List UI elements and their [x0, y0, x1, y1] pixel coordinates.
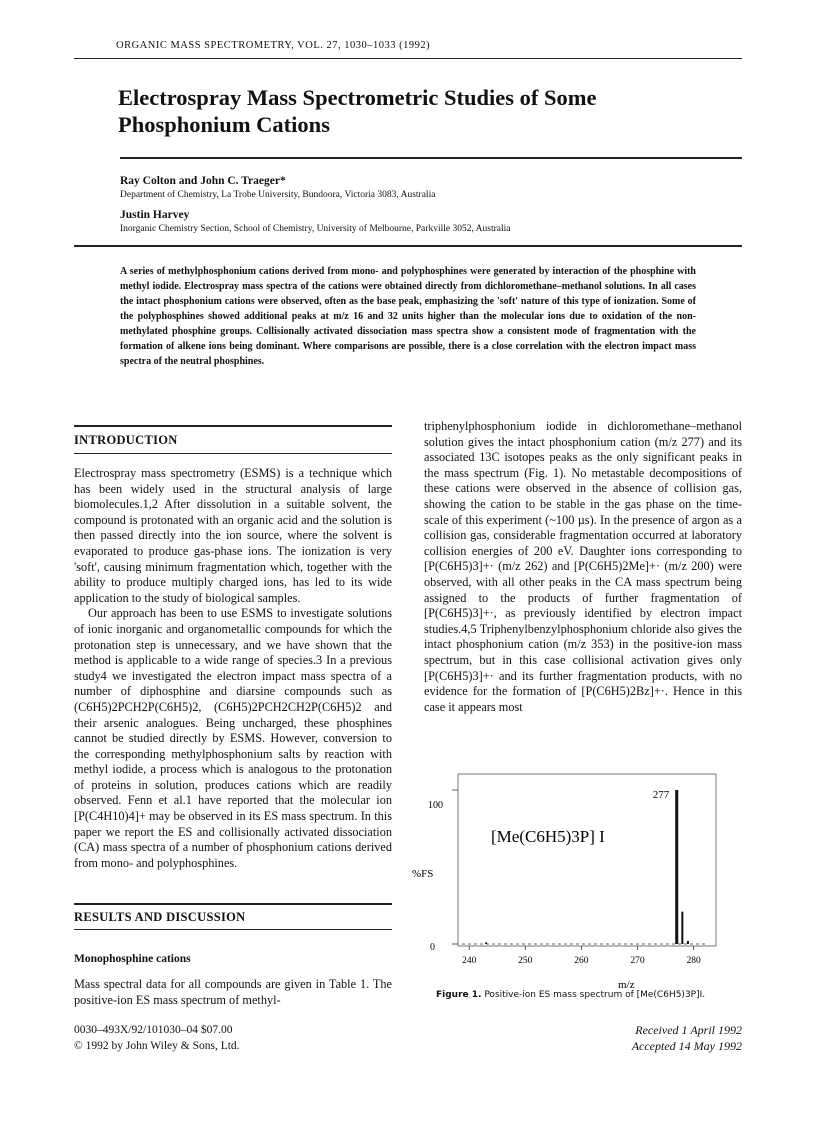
- peak-label-277: 277: [652, 789, 670, 801]
- caption-text: Positive-ion ES mass spectrum of [Me(C6H5)3P]I.: [484, 990, 706, 1000]
- results-heading: RESULTS AND DISCUSSION: [74, 910, 246, 924]
- right-column-text: triphenylphosphonium iodide in dichloromethane–methanol solution gives the intact phosphonium cation (m/z 277) and its associated 13C isotopes peaks as the only significant peaks in the mass spectrum (Fig. 1). No metastable decompositions of these cations were observed in the absence of collision gas, showing the cation to be stable in the gas phase on the time-scale of this experiment (~100 µs). In the presence of argon as a collision gas, considerable fragmentation occurred at laboratory collision energies of 200 eV. Daughter ions corresponding to [P(C6H5)3]+· (m/z 262) and [P(C6H5)2Me]+· (m/z 200) were observed, with all other peaks in the CA mass spectrum being assigned to the products of further fragmentation of [P(C6H5)3]+·, as previously identified by electron impact studies.4,5 Triphenylbenzylphosphonium chloride also gives the intact phosphonium cation (m/z 353) in the positive-ion mass spectrum, but in this case collisional activation gives only [P(C6H5)3]+· and its further fragmentation products, with no evidence for the formation of [P(C6H5)2Bz]+·. Hence in this case it appears most: [424, 419, 742, 714]
- intro-paragraph-1: Electrospray mass spectrometry (ESMS) is a technique which has been widely used in the structural analysis of large biomolecules.1,2 After dissolution in a suitable solvent, the compound is protonated with an organic acid and the solution is then passed directly into the ion source, where the solvent is evaporated to produce gas-phase ions. The ionization is very 'soft', causing minimum fragmentation which, together with the ability to produce multiply charged ions, has led to its wide application to the study of biological samples.: [74, 466, 392, 605]
- footer-right: [560, 1022, 742, 1054]
- plot-area: [452, 789, 708, 944]
- x-axis-label: m/z: [618, 979, 635, 991]
- authors-rule: [74, 245, 742, 247]
- results-rule-bottom: [74, 929, 392, 930]
- copyright: © 1992 by John Wiley & Sons, Ltd.: [74, 1040, 240, 1052]
- figure-1-caption: [436, 990, 705, 1000]
- title-rule: [120, 157, 742, 159]
- article-code: 0030–493X/92/101030–04 $07.00: [74, 1024, 233, 1036]
- x-ticks: [462, 946, 701, 966]
- compound-label: [Me(C6H5)3P] I: [491, 827, 605, 846]
- author-names-1: Ray Colton and John C. Traeger*: [120, 175, 286, 187]
- results-rule-top: [74, 903, 392, 905]
- intro-text: [74, 466, 392, 871]
- received-date: Received 1 April 1992: [635, 1023, 742, 1037]
- journal-header: ORGANIC MASS SPECTROMETRY, VOL. 27, 1030–1033 (1992): [116, 40, 431, 51]
- abstract: A series of methylphosphonium cations derived from mono- and polyphosphines were generated by interaction of the phosphine with methyl iodide. Electrospray mass spectra of the cations were obtained directly from dichloromethane–methanol solutions. In all cases the intact phosphonium cations were observed, often as the base peak, emphasizing the 'soft' nature of this type of ionization. Some of the polyphosphines showed additional peaks at m/z 16 and 32 units higher than the molecular ions due to oxidation of the non-methylated phosphine groups. Collisionally activated dissociation mass spectra show a consistent mode of fragmentation with the formation of alkene ions being dominant. Where comparisons are possible, there is a close correlation with the electron impact mass spectra of the neutral phosphines.: [120, 266, 696, 367]
- intro-rule-top: [74, 425, 392, 427]
- intro-rule-bottom: [74, 453, 392, 454]
- monophosphine-subheading: Monophosphine cations: [74, 953, 191, 965]
- spectrum-peak-243: [485, 942, 487, 944]
- accepted-date: Accepted 14 May 1992: [631, 1039, 742, 1053]
- results-paragraph-1: Mass spectral data for all compounds are given in Table 1. The positive-ion ES mass spectrum of methyl-: [74, 977, 392, 1007]
- x-tick-240: 240: [462, 956, 477, 966]
- footer-left: [74, 1022, 240, 1054]
- x-tick-270: 270: [630, 956, 645, 966]
- intro-heading: INTRODUCTION: [74, 433, 178, 447]
- author-names-2: Justin Harvey: [120, 209, 190, 221]
- header-rule: [74, 58, 742, 59]
- spectrum-peak-279: [687, 941, 689, 944]
- y-tick-100: 100: [428, 800, 443, 811]
- caption-label: Figure 1.: [436, 990, 482, 1000]
- x-tick-250: 250: [518, 956, 533, 966]
- x-tick-260: 260: [574, 956, 589, 966]
- y-tick-0: 0: [430, 942, 435, 953]
- figure-1-spectrum: [400, 760, 740, 992]
- x-tick-280: 280: [686, 956, 701, 966]
- paper-title: Electrospray Mass Spectrometric Studies of Some Phosphonium Cations: [118, 85, 597, 137]
- affiliation-1: Department of Chemistry, La Trobe University, Bundoora, Victoria 3083, Australia: [120, 190, 436, 200]
- spectrum-peak-278: [681, 912, 683, 944]
- affiliation-2: Inorganic Chemistry Section, School of Chemistry, University of Melbourne, Parkville 3052, Australia: [120, 224, 511, 234]
- intro-paragraph-2: Our approach has been to use ESMS to investigate solutions of ionic inorganic and organometallic compounds for which the protonation step is unnecessary, and we have shown that the method is applicable to a wide range of species.3 In a previous study4 we investigated the electron impact mass spectra of a number of diphosphine and diarsine compounds such as (C6H5)2PCH2P(C6H5)2, (C6H5)2PCH2CH2P(C6H5)2 and their arsenic analogues. Being uncharged, these phosphines cannot be studied directly by ESMS. However, conversion to the corresponding methylphosphonium salts by reaction with methyl iodide, a process which is analogous to the protonation of proteins in solution, produces cations which are readily observed. Fenn et al.1 have reported that the molecular ion [P(C4H10)4]+ may be observed in its ES mass spectrum. In this paper we report the ES and collisionally activated dissociation (CA) mass spectra of a number of phosphonium cations derived from mono- and polyphosphines.: [74, 606, 392, 870]
- spectrum-peak-277: [675, 790, 678, 944]
- y-axis-label: %FS: [412, 868, 434, 880]
